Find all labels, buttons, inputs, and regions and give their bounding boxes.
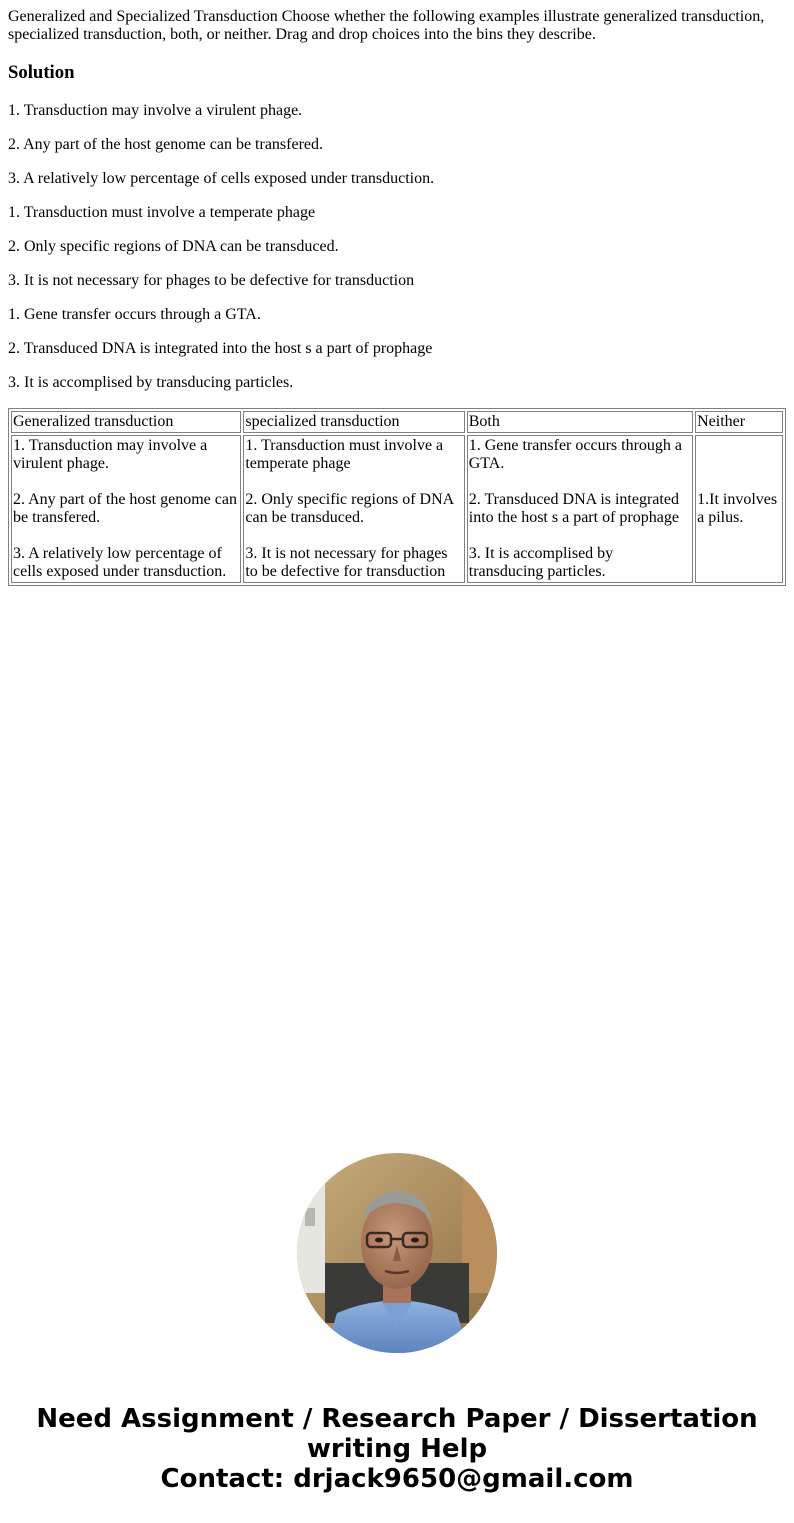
- cell-spacer: [13, 527, 239, 545]
- cell-specialized: [243, 435, 464, 583]
- solution-line: 3. A relatively low percentage of cells exposed under transduction.: [8, 170, 435, 187]
- solution-line: 2. Transduced DNA is integrated into the host s a part of prophage: [8, 340, 433, 357]
- header-specialized: specialized transduction: [243, 411, 464, 433]
- cell-item: 1. Gene transfer occurs through a GTA.: [468, 437, 682, 472]
- question-text: Generalized and Specialized Transduction Choose whether the following examples illustrate generalized transduction, specialized transduction, both, or neither. Drag and drop choices into the bins they describe.: [8, 8, 765, 43]
- footer-line: writing Help: [306, 1434, 488, 1464]
- avatar-photo: [297, 1153, 497, 1353]
- solution-line: 1. Gene transfer occurs through a GTA.: [8, 306, 261, 323]
- header-both: Both: [467, 411, 693, 433]
- solution-line: 3. It is accomplised by transducing particles.: [8, 374, 294, 391]
- cell-generalized: [11, 435, 241, 583]
- solution-line: 1. Transduction may involve a virulent phage.: [8, 102, 303, 119]
- document-content: [8, 8, 786, 586]
- solution-heading: Solution: [8, 62, 75, 83]
- cell-item: 3. A relatively low percentage of cells exposed under transduction.: [13, 545, 227, 580]
- cell-item: 2. Only specific regions of DNA can be transduced.: [245, 491, 454, 526]
- cell-item: 2. Transduced DNA is integrated into the host s a part of prophage: [468, 491, 679, 526]
- footer-line: Need Assignment / Research Paper / Dissertation: [36, 1404, 758, 1434]
- solution-line: 2. Only specific regions of DNA can be transduced.: [8, 238, 339, 255]
- cell-both: [467, 435, 693, 583]
- cell-spacer: [469, 473, 691, 491]
- solution-line: 2. Any part of the host genome can be transfered.: [8, 136, 324, 153]
- solution-line: 1. Transduction must involve a temperate phage: [8, 204, 316, 221]
- footer-contact-line: Contact: drjack9650@gmail.com: [160, 1464, 634, 1494]
- cell-item: 1. Transduction must involve a temperate phage: [245, 437, 444, 472]
- cell-item: 2. Any part of the host genome can be transfered.: [13, 491, 237, 526]
- header-generalized: Generalized transduction: [11, 411, 241, 433]
- solution-line: 3. It is not necessary for phages to be defective for transduction: [8, 272, 415, 289]
- header-neither: Neither: [695, 411, 783, 433]
- footer-contact: [0, 1404, 794, 1494]
- cell-item: 3. It is accomplised by transducing particles.: [468, 545, 614, 580]
- table-row: [11, 435, 783, 583]
- author-avatar: [297, 1153, 497, 1353]
- answers-table: [8, 408, 786, 586]
- cell-item: 3. It is not necessary for phages to be defective for transduction: [245, 545, 448, 580]
- table-header-row: [11, 411, 783, 433]
- cell-item: 1.It involves a pilus.: [697, 491, 778, 526]
- cell-spacer: [13, 473, 239, 491]
- cell-spacer: [245, 527, 462, 545]
- cell-neither: [695, 435, 783, 583]
- cell-item: 1. Transduction may involve a virulent phage.: [13, 437, 208, 472]
- cell-spacer: [245, 473, 462, 491]
- cell-spacer: [469, 527, 691, 545]
